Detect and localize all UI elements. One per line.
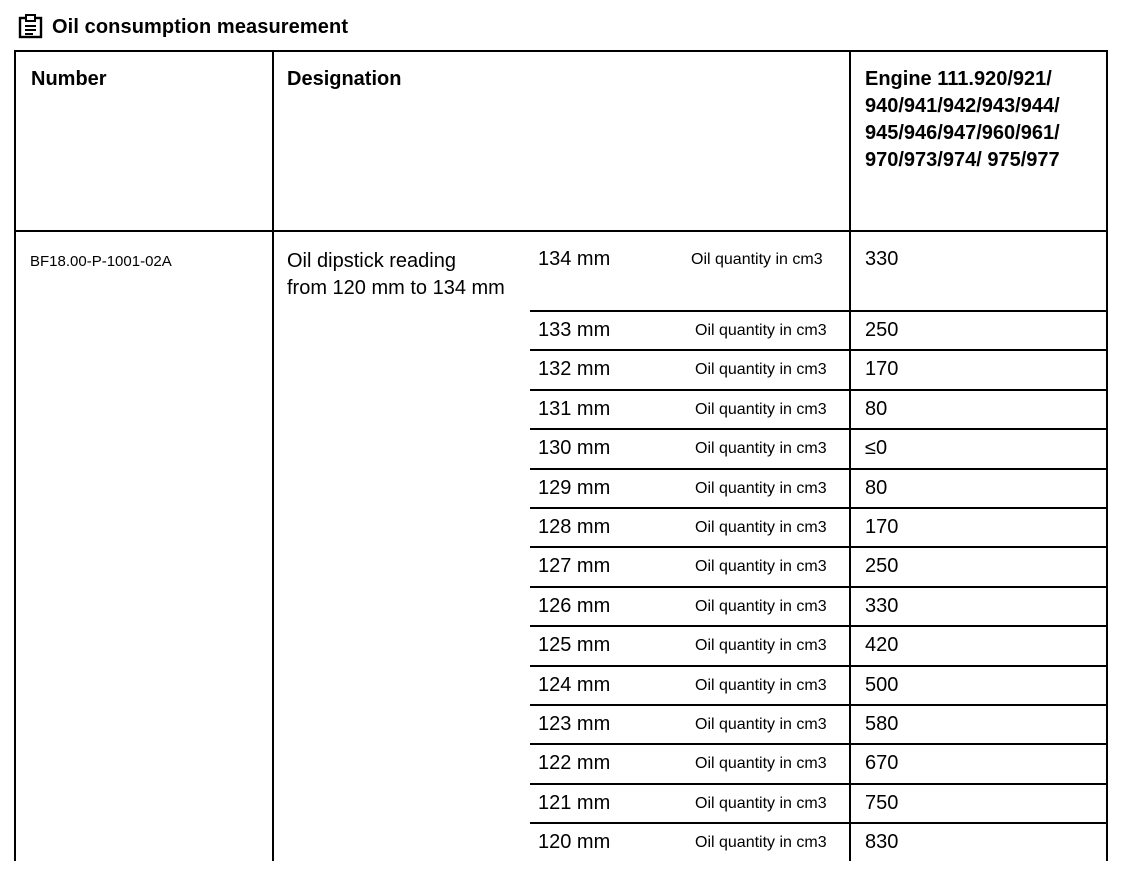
oil-consumption-table — [14, 50, 1108, 861]
quantity-label-cell: Oil quantity in cm3 — [695, 479, 827, 497]
row-divider — [530, 586, 1108, 588]
quantity-value-cell: 420 — [865, 634, 899, 657]
reading-cell: 125 mm — [538, 634, 611, 657]
reading-cell: 132 mm — [538, 358, 611, 381]
quantity-label-cell: Oil quantity in cm3 — [695, 400, 827, 418]
row-divider — [530, 743, 1108, 745]
row-designation: Oil dipstick reading from 120 mm to 134 mm — [287, 250, 505, 299]
header-number: Number — [31, 68, 107, 90]
table-border-left — [14, 50, 16, 861]
quantity-label-cell: Oil quantity in cm3 — [695, 558, 827, 576]
reading-cell: 131 mm — [538, 397, 611, 420]
reading-cell: 127 mm — [538, 555, 611, 578]
section-title — [18, 14, 348, 40]
reading-cell: 121 mm — [538, 791, 611, 814]
row-divider — [530, 546, 1108, 548]
row-divider — [530, 468, 1108, 470]
reading-cell: 126 mm — [538, 594, 611, 617]
header-engine: Engine 111.920/921/ 940/941/942/943/944/ 945/946/947/960/961/ 970/973/974/ 975/977 — [865, 68, 1060, 171]
quantity-label-cell: Oil quantity in cm3 — [695, 440, 827, 458]
header-designation: Designation — [287, 68, 402, 90]
document-icon — [18, 14, 44, 40]
quantity-value-cell: 580 — [865, 713, 899, 735]
quantity-value-cell: 250 — [865, 319, 899, 341]
quantity-label-cell: Oil quantity in cm3 — [695, 322, 827, 339]
page-title: Oil consumption measurement — [52, 15, 349, 38]
quantity-label-cell: Oil quantity in cm3 — [695, 755, 827, 773]
reading-cell: 124 mm — [538, 673, 611, 696]
table-border-right — [1106, 50, 1108, 861]
quantity-value-cell: 500 — [865, 673, 899, 696]
row-divider — [530, 507, 1108, 509]
quantity-label-cell: Oil quantity in cm3 — [695, 361, 827, 379]
row-divider — [530, 822, 1108, 824]
row-divider — [530, 783, 1108, 785]
row-divider — [530, 349, 1108, 351]
quantity-value-cell: ≤0 — [865, 437, 888, 460]
row-divider — [530, 428, 1108, 430]
row-divider — [530, 389, 1108, 391]
quantity-value-cell: 250 — [865, 555, 899, 578]
quantity-value-cell: 670 — [865, 752, 899, 775]
quantity-label-cell: Oil quantity in cm3 — [695, 834, 827, 852]
reading-cell: 128 mm — [538, 516, 611, 538]
quantity-value-cell: 80 — [865, 476, 888, 499]
quantity-value-cell: 830 — [865, 831, 899, 854]
header-divider — [14, 230, 1108, 232]
quantity-label-cell: Oil quantity in cm3 — [695, 716, 827, 733]
quantity-value-cell: 330 — [865, 594, 899, 617]
quantity-label-cell: Oil quantity in cm3 — [695, 676, 827, 694]
reading-cell: 130 mm — [538, 437, 611, 460]
column-divider-number — [272, 50, 274, 861]
row-divider — [530, 625, 1108, 627]
row-divider — [530, 665, 1108, 667]
quantity-value-cell: 80 — [865, 397, 888, 420]
column-divider-engine — [849, 50, 851, 861]
quantity-label-cell: Oil quantity in cm3 — [695, 597, 827, 615]
quantity-value-cell: 750 — [865, 791, 899, 814]
row-divider — [530, 704, 1108, 706]
table-border-top — [14, 50, 1108, 52]
row-divider — [530, 310, 1108, 312]
quantity-label-cell: Oil quantity in cm3 — [695, 637, 827, 655]
quantity-label-cell: Oil quantity in cm3 — [695, 794, 827, 812]
quantity-value-cell: 170 — [865, 358, 899, 381]
reading-cell: 129 mm — [538, 476, 611, 499]
reading-cell: 120 mm — [538, 831, 611, 854]
quantity-label-cell: Oil quantity in cm3 — [695, 519, 827, 536]
quantity-value-cell: 330 — [865, 248, 899, 270]
reading-cell: 133 mm — [538, 319, 611, 341]
quantity-value-cell: 170 — [865, 516, 899, 538]
row-number: BF18.00-P-1001-02A — [30, 253, 172, 270]
reading-cell: 123 mm — [538, 713, 611, 735]
reading-cell: 134 mm — [538, 248, 611, 270]
quantity-label-cell: Oil quantity in cm3 — [691, 251, 823, 268]
reading-cell: 122 mm — [538, 752, 611, 775]
